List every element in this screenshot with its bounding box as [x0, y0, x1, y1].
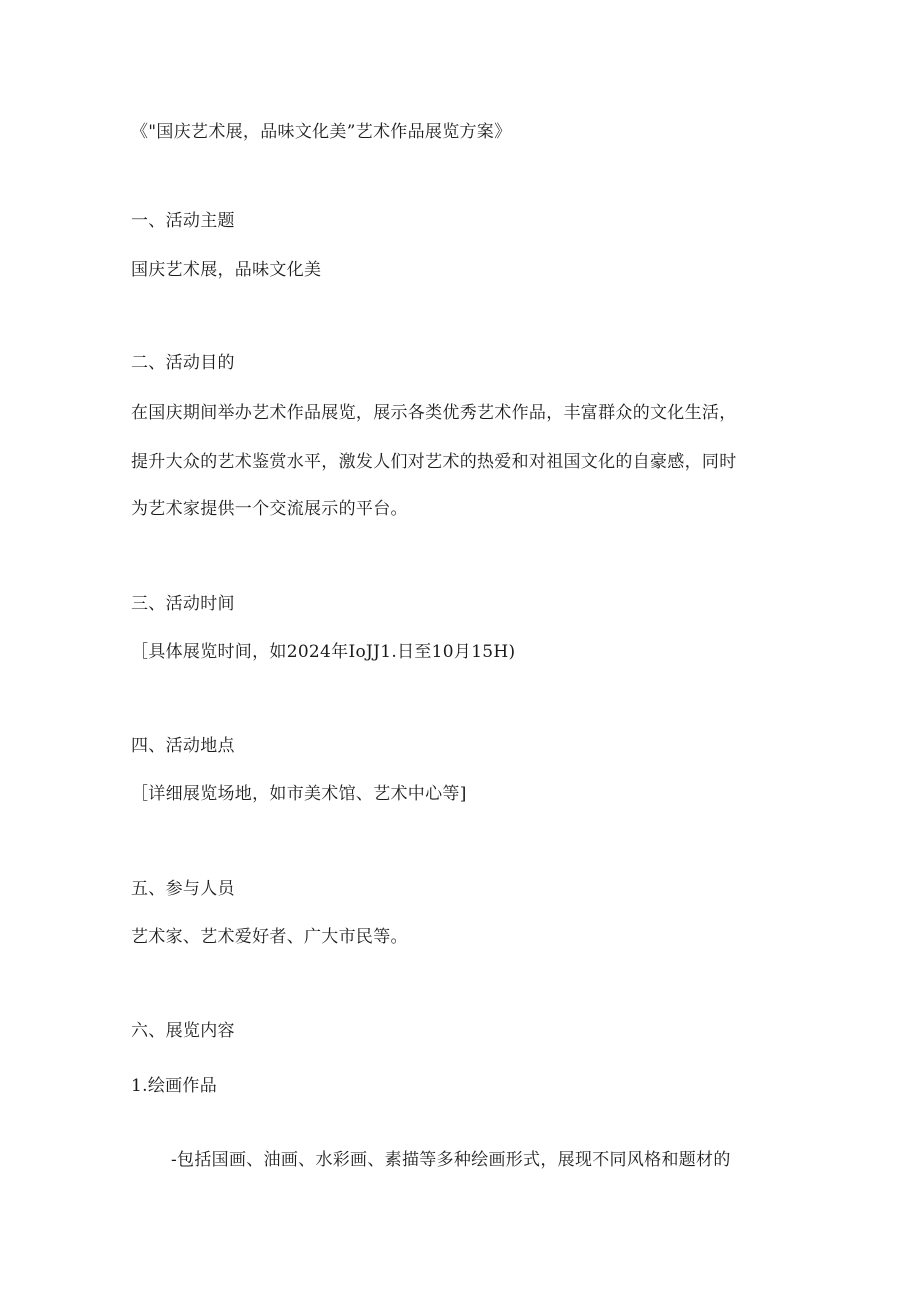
section-text-purpose-1: 在国庆期间举办艺术作品展览，展示各类优秀艺术作品，丰富群众的文化生活，: [131, 403, 737, 423]
section-text-location: ［详细展览场地，如市美术馆、艺术中心等]: [131, 784, 467, 804]
section-text-theme: 国庆艺术展，品味文化美: [131, 260, 322, 280]
section-heading-theme: 一、活动主题: [131, 211, 235, 231]
section-text-time: ［具体展览时间，如2024年IoJJ1.日至10月15H): [131, 642, 516, 662]
section-text-participants: 艺术家、艺术爱好者、广大市民等。: [131, 927, 408, 947]
section-text-purpose-3: 为艺术家提供一个交流展示的平台。: [131, 499, 408, 519]
section-heading-participants: 五、参与人员: [131, 879, 235, 899]
document-title: 《"国庆艺术展，品味文化美”艺术作品展览方案》: [131, 122, 512, 142]
section-heading-location: 四、活动地点: [131, 736, 235, 756]
section-heading-time: 三、活动时间: [131, 594, 235, 614]
section-heading-purpose: 二、活动目的: [131, 353, 235, 373]
section-text-purpose-2: 提升大众的艺术鉴赏水平，激发人们对艺术的热爱和对祖国文化的自豪感，同时: [131, 452, 737, 472]
section-subheading-painting: 1.绘画作品: [131, 1076, 218, 1096]
section-heading-content: 六、展览内容: [131, 1021, 235, 1041]
section-bullet-painting: -包括国画、油画、水彩画、素描等多种绘画形式，展现不同风格和题材的: [171, 1150, 731, 1170]
